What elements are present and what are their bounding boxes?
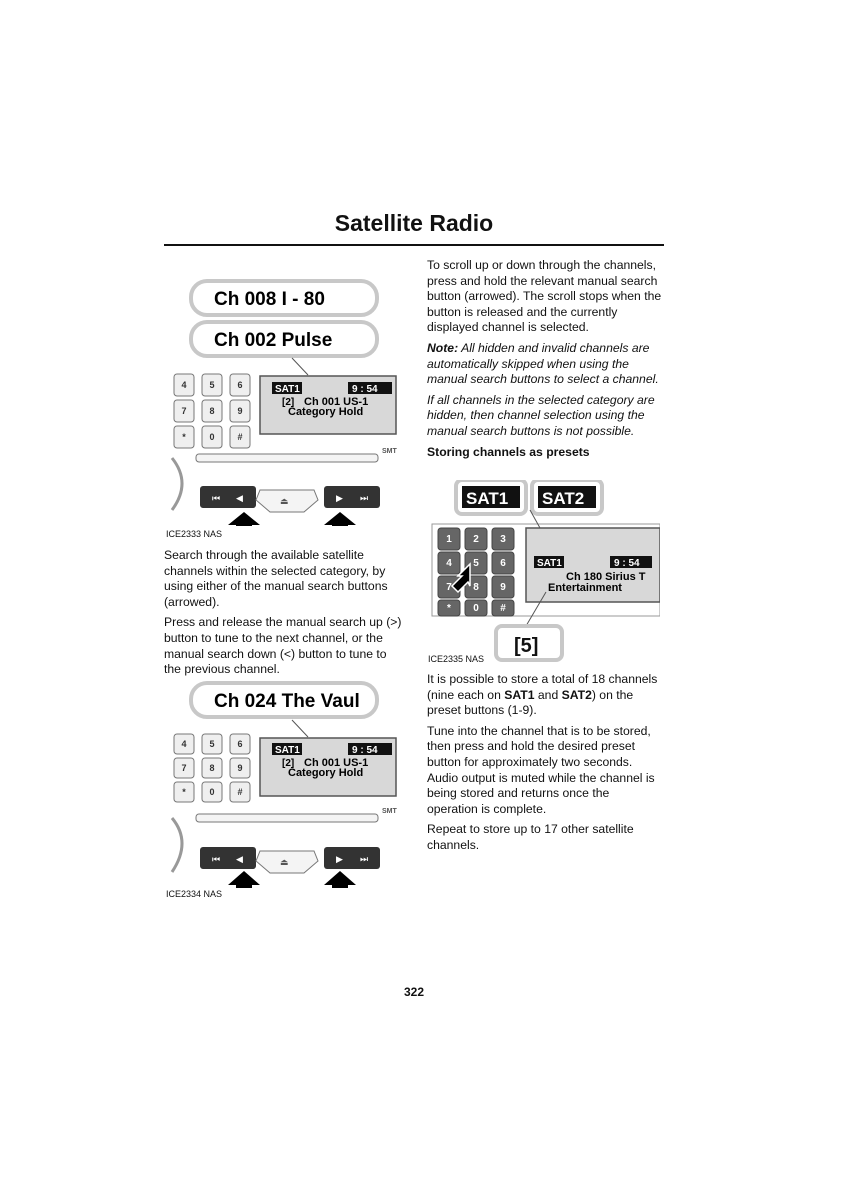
- right-column-text-lower: [427, 672, 663, 859]
- svg-text:*: *: [182, 787, 186, 797]
- skip-forward-icon: ⏭: [360, 854, 369, 864]
- note-label: Note:: [427, 340, 459, 355]
- figure-caption: ICE2334 NAS: [166, 889, 223, 899]
- note-text: All hidden and invalid channels are automatically skipped when using the manual search buttons to select a channel.: [427, 340, 659, 387]
- page-number: 322: [403, 985, 425, 999]
- leader-line: [292, 720, 308, 737]
- text-run: It is possible to store a total of 18 channels (nine each on: [427, 672, 658, 702]
- radio-illustration-1: [164, 278, 400, 526]
- sat2-inline: SAT2: [561, 687, 592, 702]
- cd-slot: [196, 454, 378, 462]
- search-down-button[interactable]: [200, 847, 256, 869]
- figure-manual-search-scroll: [164, 278, 400, 526]
- cd-slot: [196, 814, 378, 822]
- paragraph: Repeat to store up to 17 other satellite channels.: [427, 822, 634, 852]
- svg-text:#: #: [500, 603, 506, 614]
- figure-caption: ICE2333 NAS: [166, 529, 223, 539]
- search-down-button[interactable]: [200, 486, 256, 508]
- svg-text:2: 2: [473, 534, 479, 545]
- band-label: SAT1: [275, 745, 300, 756]
- banner-text: Ch 024 The Vaul: [214, 691, 360, 712]
- radio-illustration-3: [430, 480, 660, 664]
- text-run: ) on the preset buttons (1-9).: [427, 687, 634, 718]
- figure-store-preset: [430, 480, 660, 664]
- banner-top-text: Ch 008 I - 80: [214, 289, 325, 310]
- channel-label: Ch 180 Sirius T: [566, 571, 646, 583]
- volume-knob-arc: [172, 818, 182, 872]
- svg-text:7: 7: [181, 406, 187, 416]
- text-run: and: [534, 687, 562, 702]
- skip-forward-icon: ⏭: [360, 493, 369, 503]
- brand-label: SMT: [382, 808, 397, 815]
- paragraph: If all channels in the selected category are hidden, then channel selection using the manual search buttons is not possible.: [427, 392, 655, 438]
- svg-text:5: 5: [209, 380, 215, 390]
- svg-text:4: 4: [181, 739, 187, 749]
- svg-text:8: 8: [209, 763, 215, 773]
- preset-label: [2]: [282, 758, 295, 769]
- svg-text:6: 6: [237, 739, 243, 749]
- svg-text:9: 9: [237, 763, 243, 773]
- skip-back-icon: ⏮: [212, 493, 221, 503]
- radio-illustration-2: [164, 680, 400, 888]
- left-column-text: [164, 548, 402, 683]
- search-down-icon: ◀: [236, 493, 243, 503]
- svg-text:8: 8: [209, 406, 215, 416]
- title-divider: [164, 244, 664, 246]
- right-column-text-upper: [427, 258, 663, 467]
- paragraph: Press and release the manual search up (>) button to tune to the next channel, or the manual search down (<) button to tune to the previous channel.: [164, 615, 402, 677]
- svg-text:9: 9: [500, 582, 506, 593]
- svg-text:*: *: [447, 603, 451, 614]
- svg-text:7: 7: [446, 582, 452, 593]
- svg-text:8: 8: [473, 582, 479, 593]
- svg-text:6: 6: [500, 558, 506, 569]
- figure-caption: ICE2335 NAS: [428, 654, 485, 664]
- svg-text:#: #: [237, 432, 243, 442]
- paragraph: [427, 672, 663, 719]
- arrow-up-icon: [324, 871, 356, 888]
- band-label: SAT1: [537, 558, 562, 569]
- search-up-button[interactable]: [324, 486, 380, 508]
- preset-box-label: [5]: [514, 635, 539, 657]
- sat1-inline: SAT1: [504, 687, 535, 702]
- channel-label: Ch 001 US-1: [304, 757, 369, 769]
- note-paragraph: [427, 341, 663, 388]
- clock-label: 9 : 54: [614, 558, 640, 569]
- sat1-label: SAT1: [466, 489, 509, 508]
- eject-icon: ⏏: [280, 496, 289, 506]
- svg-text:7: 7: [181, 763, 187, 773]
- clock-label: 9 : 54: [352, 384, 378, 395]
- paragraph: Tune into the channel that is to be stored, then press and hold the desired preset button for approximately two seconds. Audio output is muted while the channel is being stored and returns once the operation is complete.: [427, 723, 655, 816]
- svg-text:6: 6: [237, 380, 243, 390]
- svg-text:4: 4: [181, 380, 187, 390]
- clock-label: 9 : 54: [352, 745, 378, 756]
- eject-icon: ⏏: [280, 857, 289, 867]
- arrow-up-icon: [228, 871, 260, 888]
- svg-text:1: 1: [446, 534, 452, 545]
- svg-text:*: *: [182, 432, 186, 442]
- figure-manual-search-step: [164, 680, 400, 888]
- svg-text:9: 9: [237, 406, 243, 416]
- svg-text:5: 5: [209, 739, 215, 749]
- page-title: Satellite Radio: [334, 210, 494, 236]
- category-label: Category Hold: [288, 767, 364, 779]
- sat2-label: SAT2: [542, 489, 585, 508]
- svg-text:5: 5: [473, 558, 479, 569]
- band-label: SAT1: [275, 384, 300, 395]
- svg-text:#: #: [237, 787, 243, 797]
- category-label: Category Hold: [288, 406, 364, 418]
- channel-label: Ch 001 US-1: [304, 396, 369, 408]
- svg-text:4: 4: [446, 558, 452, 569]
- banner-bottom-text: Ch 002 Pulse: [214, 330, 333, 351]
- svg-text:0: 0: [473, 603, 479, 614]
- svg-text:3: 3: [500, 534, 506, 545]
- section-subheading: Storing channels as presets: [427, 444, 590, 459]
- svg-text:0: 0: [209, 432, 215, 442]
- category-label: Entertainment: [548, 582, 622, 594]
- search-up-icon: ▶: [336, 854, 343, 864]
- skip-back-icon: ⏮: [212, 854, 221, 864]
- search-up-button[interactable]: [324, 847, 380, 869]
- svg-text:0: 0: [209, 787, 215, 797]
- brand-label: SMT: [382, 448, 397, 455]
- paragraph: Search through the available satellite channels within the selected category, by using either of the manual search buttons (arrowed).: [164, 548, 388, 609]
- search-down-icon: ◀: [236, 854, 243, 864]
- paragraph: To scroll up or down through the channels, press and hold the relevant manual search button (arrowed). The scroll stops when the button is released and the currently displayed channel is selected.: [427, 258, 662, 335]
- preset-label: [2]: [282, 397, 295, 408]
- search-up-icon: ▶: [336, 493, 343, 503]
